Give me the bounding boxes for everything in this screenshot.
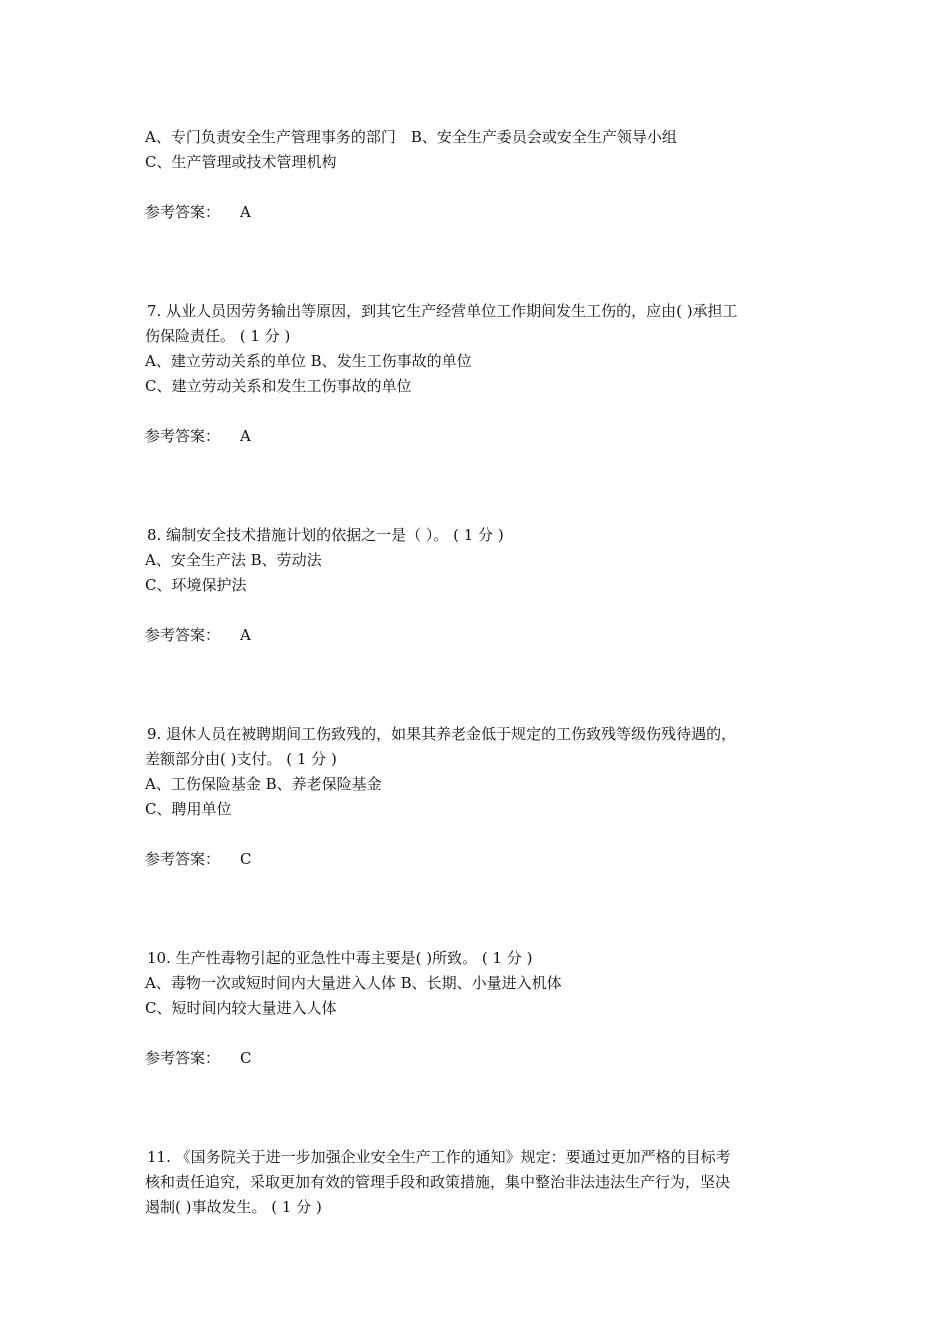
q10-question-line1: 10. 生产性毒物引起的亚急性中毒主要是( )所致。 ( 1 分 ) xyxy=(147,949,533,967)
q7-option-c: C、建立劳动关系和发生工伤事故的单位 xyxy=(145,377,412,395)
q10-options-ab: A、毒物一次或短时间内大量进入人体 B、长期、小量进入机体 xyxy=(145,974,562,992)
q11-question-line2: 核和责任追究，采取更加有效的管理手段和政策措施，集中整治非法违法生产行为，坚决 xyxy=(145,1173,731,1191)
q8-option-c: C、环境保护法 xyxy=(145,576,247,594)
answer-label: 参考答案： xyxy=(145,203,221,221)
q9-option-c: C、聘用单位 xyxy=(145,800,232,818)
q8-question-line1: 8. 编制安全技术措施计划的依据之一是（ ）。 ( 1 分 ) xyxy=(147,526,504,544)
answer-value: C xyxy=(240,850,252,868)
answer-value: A xyxy=(240,203,251,221)
q7-question-line1: 7. 从业人员因劳务输出等原因，到其它生产经营单位工作期间发生工伤的，应由( )承担工 xyxy=(147,302,738,320)
answer-label: 参考答案： xyxy=(145,427,221,445)
answer-label: 参考答案： xyxy=(145,1049,221,1067)
q8-options-ab: A、安全生产法 B、劳动法 xyxy=(145,551,322,569)
answer-value: A xyxy=(240,626,251,644)
q6-options-ab: A、专门负责安全生产管理事务的部门 B、安全生产委员会或安全生产领导小组 xyxy=(145,128,677,146)
answer-label: 参考答案： xyxy=(145,626,221,644)
q8-answer xyxy=(145,625,251,645)
q11-question-line3: 遏制( )事故发生。 ( 1 分 ) xyxy=(145,1198,322,1216)
q7-question-line2: 伤保险责任。 ( 1 分 ) xyxy=(145,327,291,345)
q9-question-line1: 9. 退休人员在被聘期间工伤致残的，如果其养老金低于规定的工伤致残等级伤残待遇的， xyxy=(147,725,737,743)
answer-label: 参考答案： xyxy=(145,850,221,868)
q9-question-line2: 差额部分由( )支付。 ( 1 分 ) xyxy=(145,750,337,768)
q10-option-c: C、短时间内较大量进入人体 xyxy=(145,999,337,1017)
q6-option-c: C、生产管理或技术管理机构 xyxy=(145,153,337,171)
q6-answer xyxy=(145,202,251,222)
q11-question-line1: 11. 《国务院关于进一步加强企业安全生产工作的通知》规定：要通过更加严格的目标考 xyxy=(147,1148,731,1166)
answer-value: A xyxy=(240,427,251,445)
q9-options-ab: A、工伤保险基金 B、养老保险基金 xyxy=(145,775,382,793)
q10-answer xyxy=(145,1048,252,1068)
q7-options-ab: A、建立劳动关系的单位 B、发生工伤事故的单位 xyxy=(145,352,472,370)
q7-answer xyxy=(145,426,251,446)
q9-answer xyxy=(145,849,252,869)
answer-value: C xyxy=(240,1049,252,1067)
